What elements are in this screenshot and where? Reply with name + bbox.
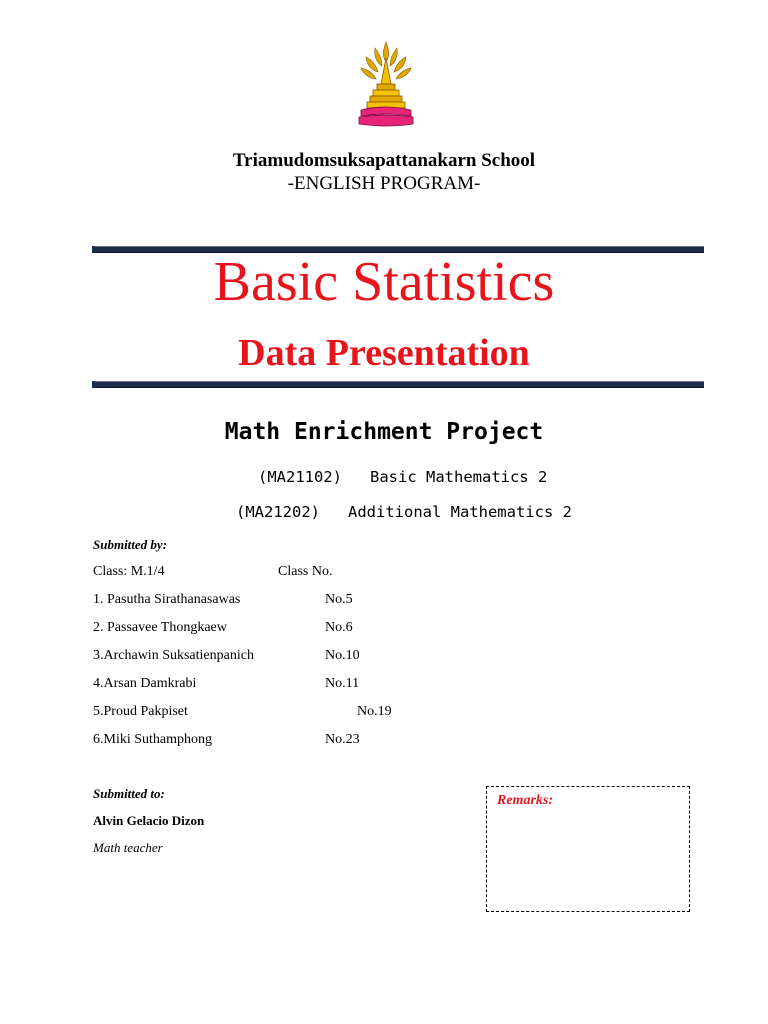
teacher-role: Math teacher: [93, 840, 163, 855]
member-number: No.5: [325, 592, 353, 607]
class-no-label: Class No.: [278, 564, 333, 579]
school-crest-icon: [355, 40, 417, 130]
page-title: Basic Statistics: [213, 251, 555, 313]
course-code: (MA21202): [236, 503, 320, 521]
course-code: (MA21102): [258, 468, 342, 486]
class-label: Class: M.1/4: [93, 564, 165, 579]
remarks-label: Remarks:: [497, 793, 553, 808]
member-name: 2. Passavee Thongkaew: [93, 620, 227, 635]
project-title: Math Enrichment Project: [224, 419, 544, 445]
course-line-1: [258, 468, 547, 486]
course-name: Basic Mathematics 2: [370, 468, 548, 486]
member-name: 3.Archawin Suksatienpanich: [93, 648, 254, 663]
program-name: -ENGLISH PROGRAM-: [287, 173, 481, 194]
member-number: No.6: [325, 620, 353, 635]
remarks-box: [486, 786, 690, 912]
member-number: No.11: [325, 676, 360, 691]
member-number: No.10: [325, 648, 360, 663]
course-line-2: [236, 503, 572, 521]
course-name: Additional Mathematics 2: [348, 503, 572, 521]
member-name: 6.Miki Suthamphong: [93, 732, 213, 747]
submitted-to-label: Submitted to:: [93, 786, 165, 801]
member-number: No.19: [357, 704, 392, 719]
bottom-divider: [92, 381, 704, 388]
school-name: Triamudomsuksapattanakarn School: [232, 150, 536, 171]
teacher-name: Alvin Gelacio Dizon: [93, 813, 205, 828]
member-number: No.23: [325, 732, 360, 747]
submitted-by-label: Submitted by:: [93, 537, 168, 552]
page-subtitle: Data Presentation: [238, 332, 530, 374]
member-name: 5.Proud Pakpiset: [93, 704, 188, 719]
member-name: 1. Pasutha Sirathanasawas: [93, 592, 241, 607]
member-name: 4.Arsan Damkrabi: [93, 676, 197, 691]
